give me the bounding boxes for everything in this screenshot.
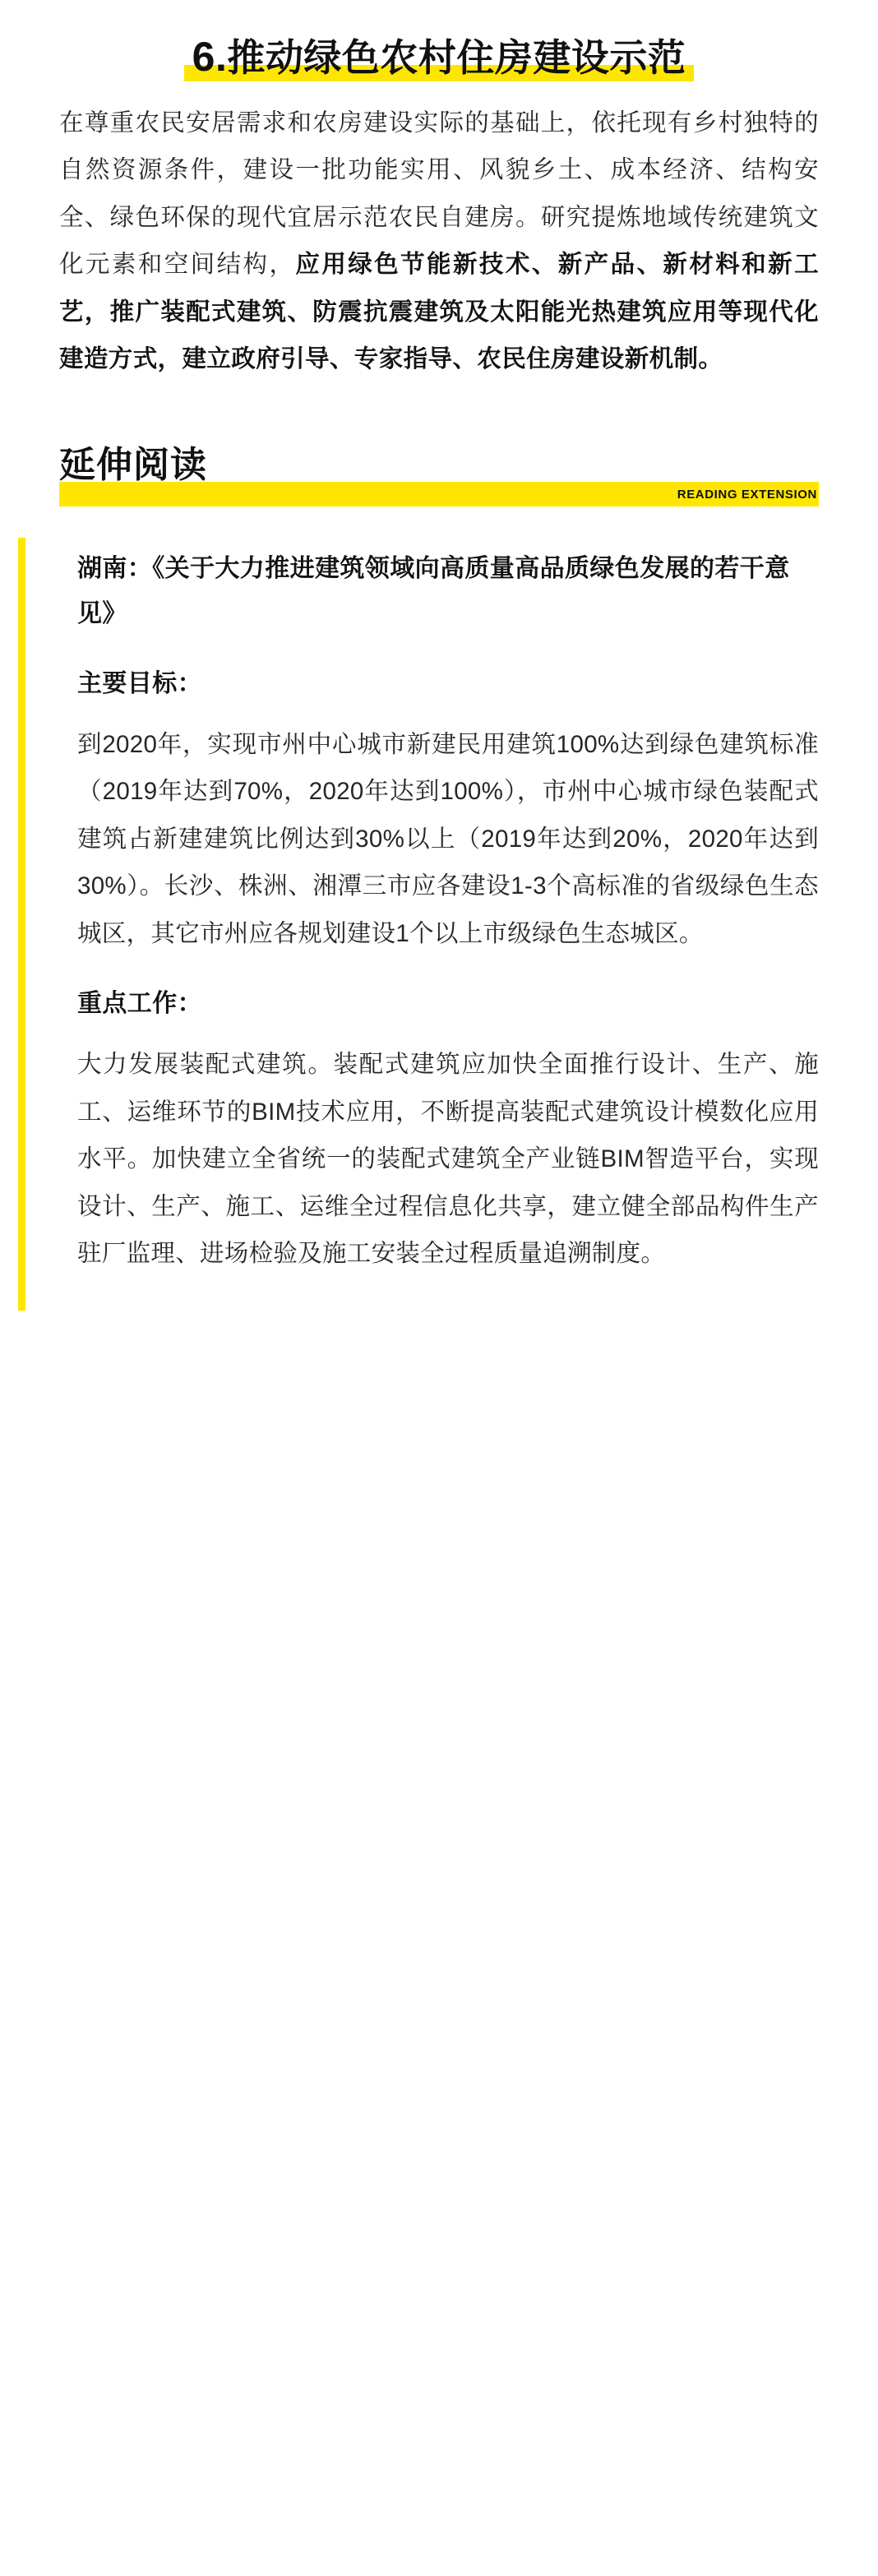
page-title <box>184 28 695 85</box>
section-paragraph-emphasis: 应用绿色节能新技术、新产品、新材料和新工艺，推广装配式建筑、防震抗震建筑及太阳能光热建筑应用等现代化建造方式，建立政府引导、专家指导、农民住房建设新机制。 <box>59 251 819 373</box>
section-heading-container <box>59 0 819 99</box>
reading-extension-banner <box>59 434 819 513</box>
main-goals-text: 到2020年，实现市州中心城市新建民用建筑100%达到绿色建筑标准（2019年达到70%，2020年达到100%），市州中心城市绿色装配式建筑占新建建筑比例达到30%以上（2019年达到20%，2020年达到30%）。长沙、株洲、湘潭三市应各建设1-3个高标准的省级绿色生态城区，其它市州应各规划建设1个以上市级绿色生态城区。 <box>77 730 819 947</box>
main-goals-label: 主要目标： <box>77 669 202 697</box>
section-paragraph <box>59 99 819 383</box>
extension-document-title: 湖南：《关于大力推进建筑领域向高质量高品质绿色发展的若干意见》 <box>77 554 790 628</box>
section-title-text: 推动绿色农村住房建设示范 <box>227 36 686 79</box>
section-number: 6. <box>192 34 228 80</box>
reading-extension-title: 延伸阅读 <box>59 444 207 485</box>
reading-extension-subtitle: READING EXTENSION <box>677 487 817 502</box>
key-work-text: 大力发展装配式建筑。装配式建筑应加快全面推行设计、生产、施工、运维环节的BIM技术应用，不断提高装配式建筑设计模数化应用水平。加快建立全省统一的装配式建筑全产业链BIM智造平台，实现设计、生产、施工、运维全过程信息化共享，建立健全部品构件生产驻厂监理、进场检验及施工安装全过程质量追溯制度。 <box>77 1051 819 1268</box>
key-work-label: 重点工作： <box>77 990 202 1018</box>
reading-extension-body <box>59 546 819 1278</box>
section-paragraph-lead: 在尊重农民安居需求和农房建设实际的基础上，依托现有乡村独特的自然资源条件，建设一批功能实用、风貌乡土、成本经济、结构安全、绿色环保的现代宜居示范农民自建房。研究提炼地域传统建筑文化元素和空间结构， <box>59 109 819 279</box>
